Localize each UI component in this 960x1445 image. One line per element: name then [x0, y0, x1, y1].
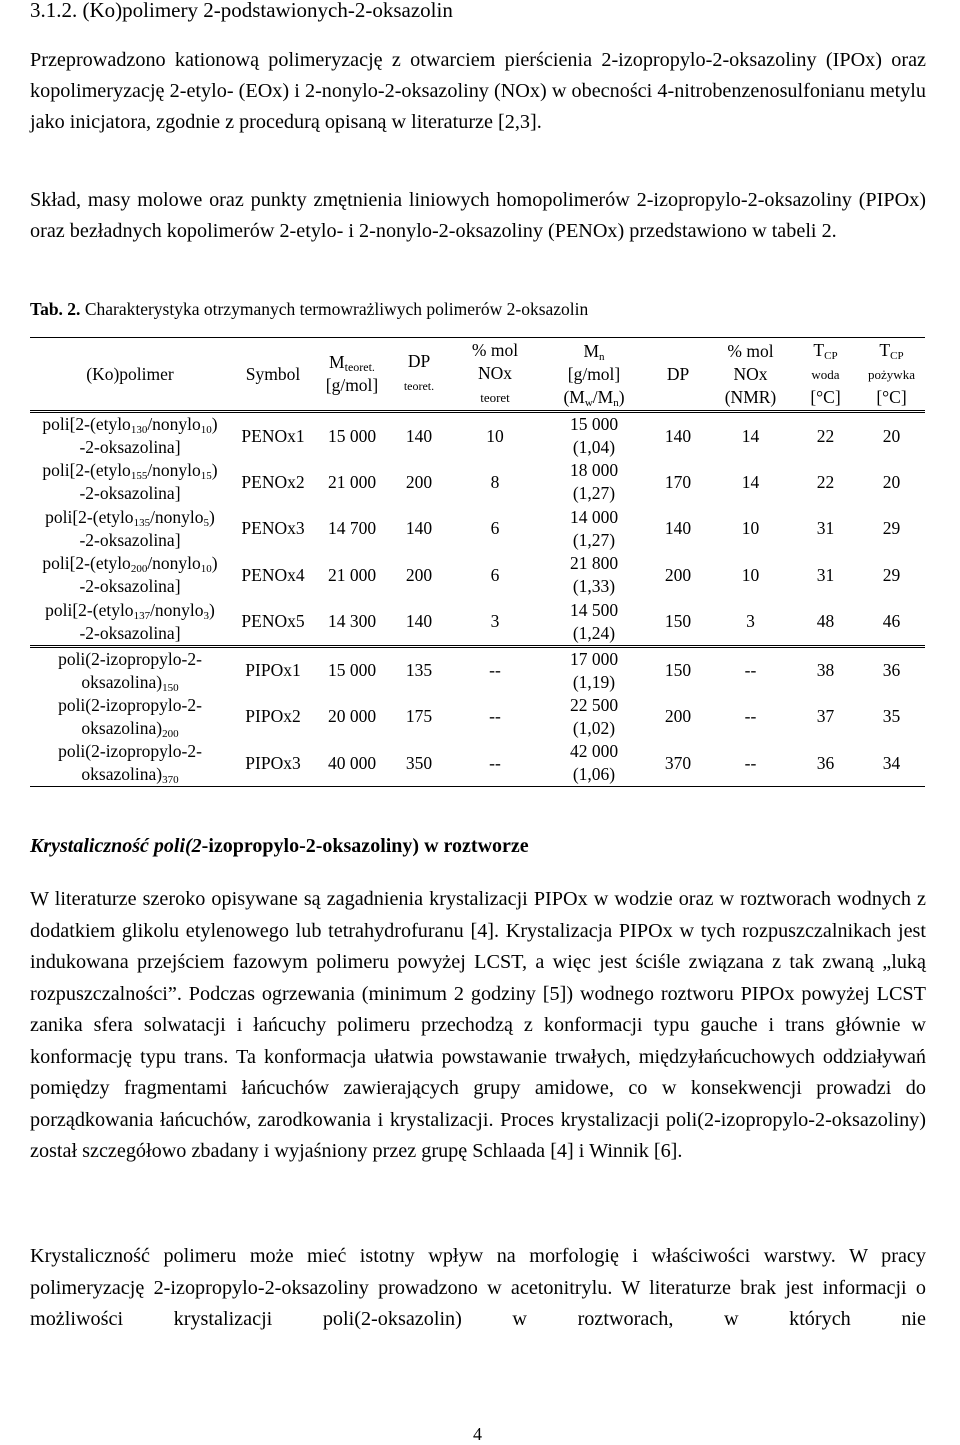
- cell-dp-teoret: 140: [388, 599, 450, 647]
- cell-mol-nox-nmr: 14: [741, 471, 760, 492]
- header-mol-nox-nmr: % mol NOx (NMR): [708, 338, 793, 412]
- cell-tcp-medium: 34: [882, 752, 901, 773]
- table-row: [30, 506, 925, 553]
- cell-polymer: poli[2-(etylo$_{130}$/nonylo$_{10}$) -2-oksazolina]: [42, 414, 218, 457]
- paragraph-crystallinity: Krystaliczność polimeru może mieć istotny wpływ na morfologię i właściwości warstwy. W pracy polimeryzację 2-izopropylo-2-oksazoliny prowadzono w acetonitrylu. W literaturze brak jest informacji o możliwości krystalizacji poli(2-oksazolin) w roztworach, w których nie: [30, 1245, 926, 1330]
- cell-polymer: poli(2-izopropylo-2- $oksazolina)_{150}$: [58, 648, 202, 694]
- header-mn: $M_n$ [g/mol] $(M_w/M_n)$: [540, 338, 648, 412]
- subsection-title-italic: Krystaliczność poli(2: [30, 835, 202, 857]
- cell-tcp-water: 22: [816, 425, 835, 446]
- cell-mol-nox-nmr: --: [744, 752, 757, 773]
- cell-mol-nox-nmr: 10: [741, 518, 760, 539]
- cell-tcp-medium: 46: [858, 599, 925, 647]
- cell-polymer: poli[2-(etylo$_{137}$/nonylo$_3$) -2-oksazolina]: [30, 599, 230, 647]
- cell-mn: 18 000 (1,27): [569, 460, 619, 504]
- paragraph-table-intro: Skład, masy molowe oraz punkty zmętnienia liniowych homopolimerów 2-izopropylo-2-oksazoliny (PIPOx) oraz bezładnych kopolimerów 2-etylo- i 2-nonylo-2-oksazoliny (PENOx) przedstawiono w tabeli 2.: [30, 189, 926, 242]
- cell-mn: 14 000 (1,27): [569, 506, 619, 550]
- cell-mn: 15 000 (1,04): [569, 414, 619, 457]
- header-symbol: Symbol: [230, 338, 316, 412]
- cell-m-teoret: 15 000: [327, 660, 377, 680]
- header-dp: DP: [648, 338, 708, 412]
- cell-dp: 200: [664, 706, 692, 727]
- header-polymer: (Ko)polimer: [30, 338, 230, 412]
- cell-mn: 42 000 (1,06): [569, 741, 619, 784]
- paragraph-intro: Przeprowadzono kationową polimeryzację z otwarciem pierścienia 2-izopropylo-2-oksazoliny (IPOx) oraz kopolimeryzację 2-etylo- (EOx) i 2-nonylo-2-oksazoliny (NOx) w obecności 4-nitrobenzenosulfonianu metylu jako inicjatora, zgodnie z procedurą opisaną w literaturze [2,3].: [30, 49, 926, 133]
- cell-mol-nox-nmr: 14: [741, 425, 760, 446]
- cell-symbol: PIPOx3: [245, 752, 301, 773]
- cell-mol-nox-teoret: 6: [490, 518, 500, 539]
- cell-dp-teoret: 175: [405, 706, 433, 727]
- header-m-teoret: $M_{teoret.}$ [g/mol]: [316, 338, 388, 412]
- cell-mn: 17 000 (1,19): [569, 648, 619, 692]
- cell-m-teoret: 21 000: [327, 564, 377, 585]
- cell-dp: 200: [664, 564, 692, 585]
- cell-m-teoret: 15 000: [327, 425, 377, 446]
- header-tcp-water: $T_{CP}$ woda [°C]: [793, 338, 858, 412]
- cell-mol-nox-teoret: --: [489, 660, 501, 680]
- cell-mol-nox-teoret: 8: [490, 471, 500, 492]
- cell-tcp-medium: 35: [882, 706, 901, 727]
- cell-dp: 140: [664, 425, 692, 446]
- cell-tcp-medium: 29: [882, 564, 901, 585]
- cell-tcp-water: 31: [816, 518, 835, 539]
- cell-m-teoret: 14 300: [316, 599, 388, 647]
- cell-symbol: PIPOx2: [245, 706, 301, 727]
- cell-mn: 14 500 (1,24): [540, 599, 648, 647]
- cell-symbol: PENOx3: [241, 518, 305, 539]
- cell-mol-nox-nmr: --: [744, 660, 757, 680]
- paragraph-crystallization: W literaturze szeroko opisywane są zagadnienia krystalizacji PIPOx w wodzie oraz w roztworach wodnych z dodatkiem glikolu etylenowego lub tetrahydrofuranu [4]. Krystalizacja PIPOx w tych rozpuszczalnikach jest indukowana przejściem fazowym polimeru powyżej LCST, a więc jest ściśle związana z tak zwaną „luką rozpuszczalności”. Podczas ogrzewania (minimum 2 godziny [5]) wodnego roztworu PIPOx powyżej LCST zanika sfera solwatacji i łańcuchy polimeru przechodzą z konformacji typu gauche i trans głównie w konformację typu trans. Ta konformacja ułatwia powstawanie trwałych, międzyłańcuchowych oddziaływań pomiędzy fragmentami łańcuchów zawierających grupy amidowe, co w konsekwencji prowadzi do porządkowania łańcuchów, zarodkowania i krystalizacji. Proces krystalizacji poli(2-izopropylo-2-oksazoliny) został szczegółowo zbadany i wyjaśniony przez grupę Schlaada [4] i Winnik [6].: [30, 888, 926, 1162]
- cell-mol-nox-teoret: 6: [490, 564, 500, 585]
- cell-dp: 140: [664, 518, 692, 539]
- cell-dp: 370: [664, 752, 692, 773]
- section-heading: 3.1.2. (Ko)polimery 2-podstawionych-2-oksazolin: [30, 0, 453, 22]
- cell-mol-nox-nmr: 10: [741, 564, 760, 585]
- page-number: 4: [473, 1424, 482, 1444]
- cell-mol-nox-teoret: 10: [486, 425, 504, 446]
- cell-polymer: poli[2-(etylo$_{200}$/nonylo$_{10}$) -2-oksazolina]: [42, 553, 218, 597]
- polymer-table: [30, 337, 925, 787]
- table-caption-text: Charakterystyka otrzymanych termowrażliwych polimerów 2-oksazolin: [80, 299, 589, 319]
- cell-tcp-medium: 20: [882, 471, 901, 492]
- table-row: [30, 599, 925, 647]
- cell-tcp-water: 22: [816, 471, 835, 492]
- table-row: [30, 459, 925, 506]
- subsection-title: [30, 835, 529, 858]
- cell-dp-teoret: 200: [405, 471, 433, 492]
- table-row: [30, 740, 925, 787]
- header-tcp-medium: $T_{CP}$ pożywka [°C]: [858, 338, 925, 412]
- table-caption-label: Tab. 2.: [30, 299, 81, 319]
- cell-tcp-water: 37: [816, 706, 835, 727]
- cell-mol-nox-nmr: 3: [708, 599, 793, 647]
- table-caption: [30, 299, 588, 320]
- table-header-row: [30, 338, 925, 412]
- cell-dp-teoret: 135: [405, 660, 433, 680]
- cell-m-teoret: 20 000: [327, 706, 377, 727]
- cell-polymer: poli(2-izopropylo-2- $oksazolina)_{370}$: [58, 741, 202, 786]
- cell-m-teoret: 21 000: [327, 471, 377, 492]
- header-dp-teoret: DP teoret.: [388, 338, 450, 412]
- cell-polymer: poli(2-izopropylo-2- $oksazolina)_{200}$: [58, 694, 202, 740]
- table-row: [30, 694, 925, 741]
- cell-tcp-water: 36: [816, 752, 835, 773]
- cell-dp-teoret: 350: [405, 752, 433, 773]
- cell-symbol: PENOx2: [241, 471, 305, 492]
- table-row: [30, 412, 925, 460]
- table-row: [30, 646, 925, 694]
- header-mol-nox-teoret: % mol NOx teoret: [450, 338, 540, 412]
- cell-symbol: PENOx1: [241, 425, 305, 446]
- cell-dp: 170: [664, 471, 692, 492]
- cell-tcp-water: 48: [793, 599, 858, 647]
- subsection-title-rest: -izopropylo-2-oksazoliny) w roztworze: [201, 835, 529, 857]
- cell-polymer: poli[2-(etylo$_{135}$/nonylo$_5$) -2-oksazolina]: [45, 506, 215, 550]
- cell-symbol: PENOx5: [230, 599, 316, 647]
- cell-symbol: PIPOx1: [245, 660, 301, 680]
- cell-dp-teoret: 140: [405, 518, 433, 539]
- cell-m-teoret: 40 000: [327, 752, 377, 773]
- cell-polymer: poli[2-(etylo$_{155}$/nonylo$_{15}$) -2-oksazolina]: [42, 460, 218, 504]
- cell-mn: 22 500 (1,02): [569, 694, 619, 738]
- cell-tcp-medium: 20: [882, 425, 901, 446]
- cell-tcp-medium: 36: [882, 660, 901, 680]
- cell-dp-teoret: 140: [405, 425, 433, 446]
- cell-mn: 21 800 (1,33): [569, 553, 619, 597]
- cell-tcp-medium: 29: [882, 518, 901, 539]
- cell-dp-teoret: 200: [405, 564, 433, 585]
- cell-dp: 150: [664, 660, 692, 680]
- cell-tcp-water: 31: [816, 564, 835, 585]
- cell-symbol: PENOx4: [241, 564, 305, 585]
- cell-mol-nox-teoret: 3: [450, 599, 540, 647]
- table-row: [30, 552, 925, 599]
- cell-m-teoret: 14 700: [327, 518, 377, 539]
- cell-dp: 150: [648, 599, 708, 647]
- cell-mol-nox-teoret: --: [489, 752, 501, 773]
- cell-mol-nox-teoret: --: [489, 706, 501, 727]
- cell-mol-nox-nmr: --: [744, 706, 757, 727]
- cell-tcp-water: 38: [816, 660, 835, 680]
